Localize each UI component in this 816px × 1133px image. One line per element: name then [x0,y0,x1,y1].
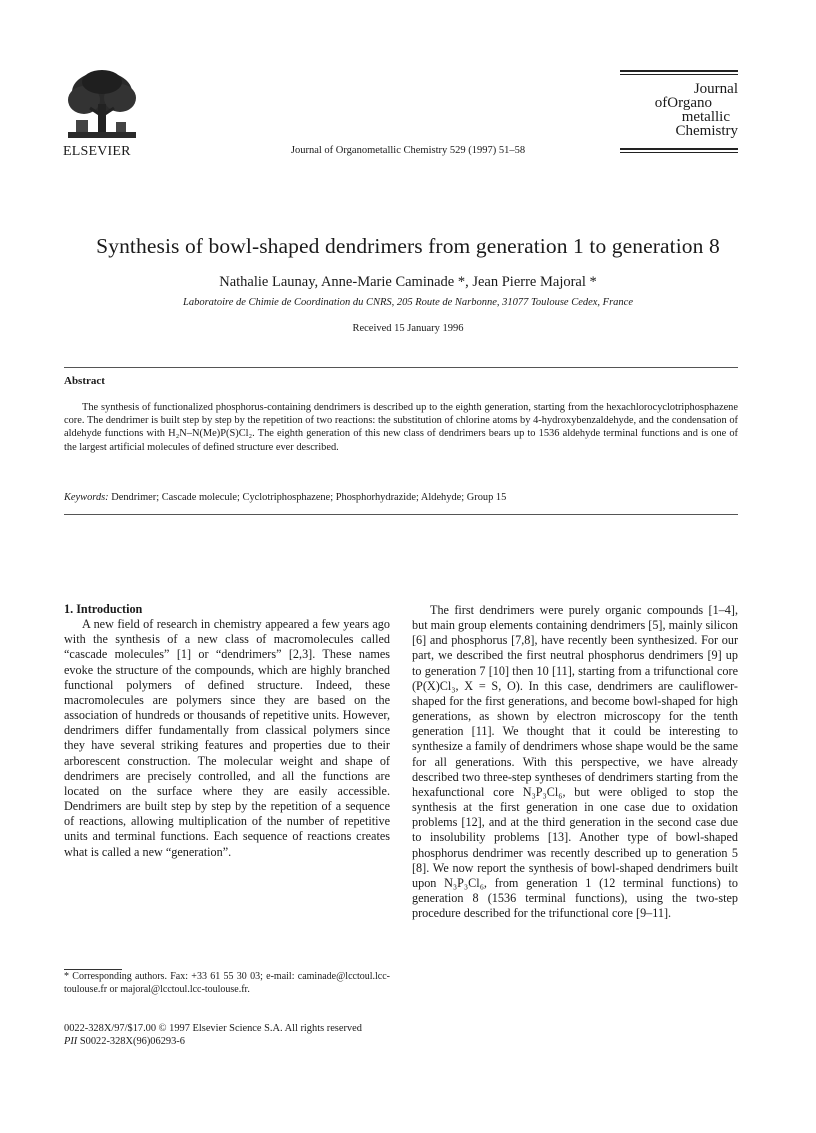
abstract-top-rule [64,367,738,368]
article-title: Synthesis of bowl-shaped dendrimers from generation 1 to generation 8 [96,234,720,258]
keywords [64,491,738,504]
journal-logo-line: Chemistry [675,123,738,139]
article-authors: Nathalie Launay, Anne-Marie Caminade *, Jean Pierre Majoral * [219,274,597,290]
copyright-line: 0022-328X/97/$17.00 © 1997 Elsevier Science S.A. All rights reserved [64,1023,362,1034]
journal-logo-line: metallic [681,109,730,125]
section-heading: 1. Introduction [64,602,143,616]
pii-label: PII [64,1036,78,1047]
journal-logo [620,68,738,156]
received-date: Received 15 January 1996 [352,323,464,334]
right-column [412,603,738,921]
corresponding-author-footnote: * Corresponding authors. Fax: +33 61 55 30 03; e-mail: caminade@lcctoul.lcc-toulouse.fr or majoral@lcctoul.lcc-toulouse.fr. [64,971,390,995]
intro-paragraph-1: A new field of research in chemistry appeared a few years ago with the synthesis of a new class of macromolecules called “cascade molecules” [1] or “dendrimers” [2,3]. These names evoke the structure of the compounds, which are highly branched functional polymers of defined structure. Indeed, these macromolecules are polymers since they are based on the association of hundreds or thousands of repetitive units. However, dendrimers differ fundamentally from classical polymers since they have several striking features and properties due to their arborescent construction. The molecular weight and shape of dendrimers are precisely controlled, and all the functions are located on the surface where they are easily accessible. Dendrimers are built step by step by the repetition of a sequence of reactions, allowing multiplication of the number of repetitive units and terminal functions. Each sequence of reactions creates what is called a new “generation”. [64,617,390,859]
abstract-bottom-rule [64,514,738,515]
abstract-text: The synthesis of functionalized phosphorus-containing dendrimers is described up to the eighth generation, starting from the hexachlorocyclotriphosphazene core. The dendrimer is built step by step by the repetition of two reactions: the substitution of chlorine atoms by 4-hydroxybenzaldehyde, and the condensation of aldehyde functions with H₂N–N(Me)P(S)Cl₂. The eighth generation of this new class of dendrimers bears up to 1536 aldehyde terminal functions and is one of the largest artificial molecules of defined structure ever described. [64,402,738,453]
copyright-block [64,1022,362,1048]
pii-line [64,1035,362,1048]
journal-logo-line: ofOrgano [654,95,712,111]
intro-paragraph-2: The first dendrimers were purely organic compounds [1–4], but main group elements containing dendrimers [5], mainly silicon [6] and phosphorus [7,8], have recently been synthesized. For our part, we described the first neutral phosphorus dendrimers [9] up to generation 7 [10] then 10 [11], starting from a trifunctional core (P(X)Cl₃, X = S, O). In this case, dendrimers are cauliflower-shaped for the first generations, and become bowl-shaped for high generations, as shown by electron microscopy for the tenth generation [11]. We thought that it could be interesting to synthesize a family of dendrimers whose shape would be the same for all generations. With this perspective, we have already described two three-step syntheses of dendrimers starting from the hexafunctional core N₃P₃Cl₆, but were obliged to stop the synthesis at the first generation in one case due to oxidation problems [12], and at the third generation in the second case due to insolubility problems [13]. Another type of bowl-shaped phosphorus dendrimer was recently described up to generation 5 [8]. We now report the synthesis of bowl-shaped dendrimers built upon N₃P₃Cl₆, from generation 1 (12 terminal functions) to generation 8 (1536 terminal functions), using the two-step procedure described for the trifunctional core [9–11]. [412,603,738,921]
journal-logo-line: Journal [693,81,738,97]
keywords-label: Keywords: [64,492,109,503]
publisher-name: ELSEVIER [63,144,131,159]
pii-value: S0022-328X(96)06293-6 [77,1036,185,1047]
abstract-heading: Abstract [64,375,105,387]
author-affiliation: Laboratoire de Chimie de Coordination du CNRS, 205 Route de Narbonne, 31077 Toulouse Cedex, France [182,297,633,308]
elsevier-tree-logo [62,68,142,144]
keywords-list: Dendrimer; Cascade molecule; Cyclotriphosphazene; Phosphorhydrazide; Aldehyde; Group 15 [111,492,507,503]
left-column [64,602,390,860]
journal-citation: Journal of Organometallic Chemistry 529 (1997) 51–58 [290,145,526,156]
footnote-rule [64,969,122,970]
